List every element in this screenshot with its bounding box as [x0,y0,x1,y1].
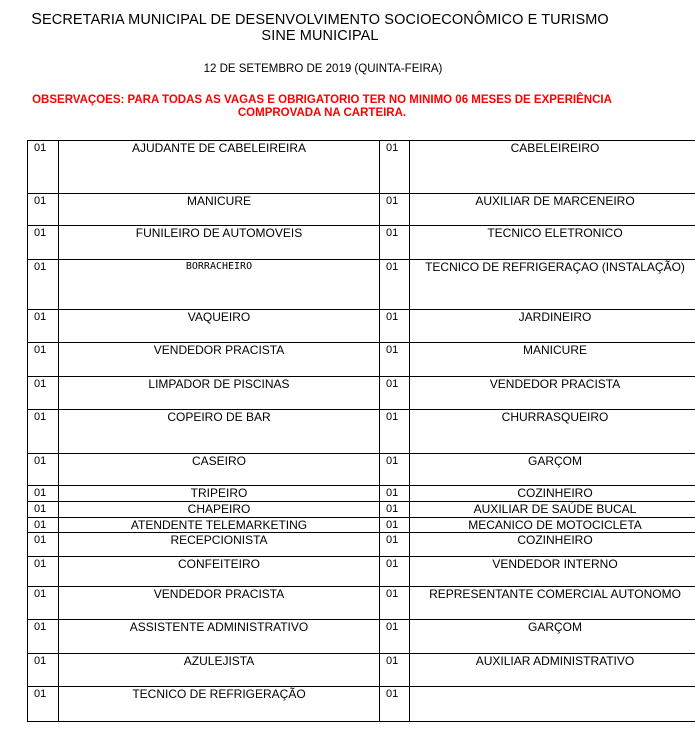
right-job: AUXILIAR ADMINISTRATIVO [410,654,695,687]
right-job: VENDEDOR INTERNO [410,557,695,587]
left-quantity: 01 [28,343,59,377]
table-row [28,620,695,654]
left-job: VENDEDOR PRACISTA [59,343,380,377]
left-quantity: 01 [28,533,59,557]
left-quantity: 01 [28,557,59,587]
left-job: CHAPEIRO [59,502,380,518]
title-initial: S [31,11,42,28]
right-quantity: 01 [380,194,410,226]
right-job: TECNICO DE REFRIGERAÇAO (INSTALAÇÃO) [410,260,695,310]
jobs-table [27,140,695,722]
observation-note: OBSERVAÇOES: PARA TODAS AS VAGAS E OBRIGATORIO TER NO MINIMO 06 MESES DE EXPERIÊNCIA COMPROVADA NA CARTEIRA. [32,94,612,119]
table-row [28,587,695,620]
left-job: VENDEDOR PRACISTA [59,587,380,620]
right-job: MECANICO DE MOTOCICLETA [410,518,695,533]
table-row [28,502,695,518]
table-row [28,533,695,557]
left-quantity: 01 [28,587,59,620]
right-job: AUXILIAR DE SAÚDE BUCAL [410,502,695,518]
right-quantity: 01 [380,226,410,260]
left-quantity: 01 [28,260,59,310]
left-job: CONFEITEIRO [59,557,380,587]
right-job: CABELEIREIRO [410,141,695,194]
left-quantity: 01 [28,454,59,486]
right-quantity: 01 [380,654,410,687]
table-row [28,260,695,310]
table-row [28,687,695,722]
right-quantity: 01 [380,454,410,486]
right-quantity: 01 [380,502,410,518]
right-quantity: 01 [380,377,410,410]
title-rest: ECRETARIA MUNICIPAL DE DESENVOLVIMENTO SOCIOECONÔMICO E TURISMO [42,12,609,28]
right-job: VENDEDOR PRACISTA [410,377,695,410]
table-row [28,141,695,194]
right-quantity: 01 [380,518,410,533]
right-job [410,687,695,722]
left-job: FUNILEIRO DE AUTOMOVEIS [59,226,380,260]
left-quantity: 01 [28,687,59,722]
left-job: RECEPCIONISTA [59,533,380,557]
right-job: COZINHEIRO [410,533,695,557]
table-row [28,486,695,502]
right-quantity: 01 [380,343,410,377]
left-quantity: 01 [28,310,59,343]
left-job: VAQUEIRO [59,310,380,343]
left-job: CASEIRO [59,454,380,486]
right-quantity: 01 [380,557,410,587]
table-row [28,410,695,454]
left-quantity: 01 [28,502,59,518]
table-row [28,557,695,587]
document-title [0,12,640,28]
left-job: COPEIRO DE BAR [59,410,380,454]
table-row [28,194,695,226]
left-job: BORRACHEIRO [59,260,380,310]
table-row [28,454,695,486]
left-job: ATENDENTE TELEMARKETING [59,518,380,533]
left-job: ASSISTENTE ADMINISTRATIVO [59,620,380,654]
table-row [28,377,695,410]
right-job: AUXILIAR DE MARCENEIRO [410,194,695,226]
right-quantity: 01 [380,410,410,454]
left-job: AZULEJISTA [59,654,380,687]
table-row [28,654,695,687]
left-job: LIMPADOR DE PISCINAS [59,377,380,410]
document-date: 12 DE SETEMBRO DE 2019 (QUINTA-FEIRA) [203,63,443,75]
right-job: GARÇOM [410,454,695,486]
left-quantity: 01 [28,226,59,260]
right-job: REPRESENTANTE COMERCIAL AUTONOMO [410,587,695,620]
table-row [28,343,695,377]
right-job: MANICURE [410,343,695,377]
right-job: COZINHEIRO [410,486,695,502]
left-quantity: 01 [28,486,59,502]
left-quantity: 01 [28,377,59,410]
right-job: CHURRASQUEIRO [410,410,695,454]
left-job: MANICURE [59,194,380,226]
right-quantity: 01 [380,620,410,654]
right-quantity: 01 [380,141,410,194]
right-quantity: 01 [380,533,410,557]
document-subtitle: SINE MUNICIPAL [261,28,379,44]
right-quantity: 01 [380,486,410,502]
table-row [28,226,695,260]
left-quantity: 01 [28,141,59,194]
right-quantity: 01 [380,310,410,343]
right-quantity: 01 [380,260,410,310]
table-row [28,518,695,533]
left-quantity: 01 [28,654,59,687]
left-job: AJUDANTE DE CABELEIREIRA [59,141,380,194]
right-job: JARDINEIRO [410,310,695,343]
left-quantity: 01 [28,620,59,654]
right-job: TECNICO ELETRONICO [410,226,695,260]
left-job: TECNICO DE REFRIGERAÇÃO [59,687,380,722]
right-quantity: 01 [380,687,410,722]
left-quantity: 01 [28,410,59,454]
left-job: TRIPEIRO [59,486,380,502]
right-quantity: 01 [380,587,410,620]
left-quantity: 01 [28,194,59,226]
table-row [28,310,695,343]
left-quantity: 01 [28,518,59,533]
right-job: GARÇOM [410,620,695,654]
